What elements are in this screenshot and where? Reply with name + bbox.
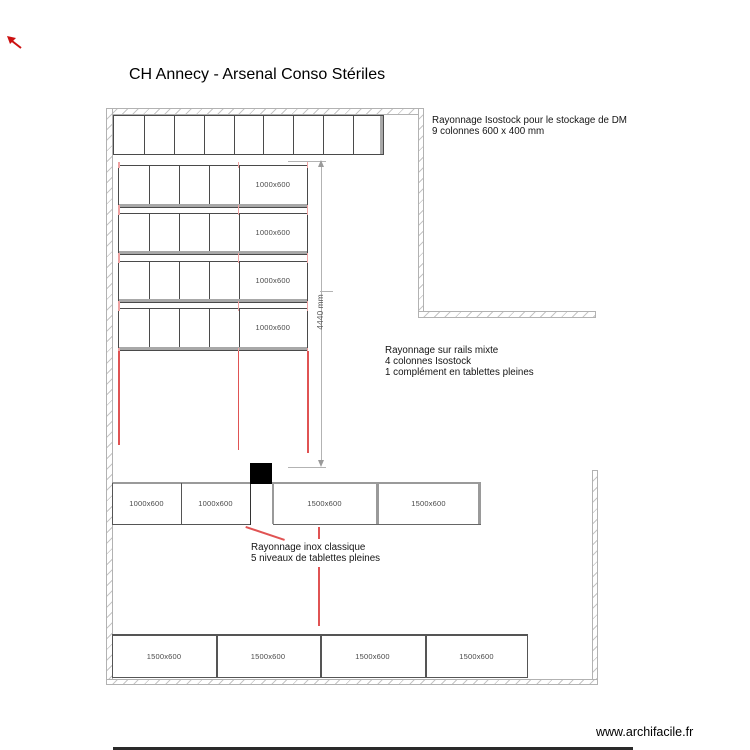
cell-label: 1500x600 — [459, 651, 494, 661]
page-title: CH Annecy - Arsenal Conso Stériles — [129, 66, 386, 83]
dimension-label: 4440 mm — [315, 294, 325, 330]
rail-tick — [238, 162, 240, 168]
note-inox — [251, 542, 380, 564]
column-divider — [209, 309, 210, 350]
column-divider — [353, 116, 354, 154]
cell-label: 1000x600 — [255, 323, 291, 333]
rail-row-unit — [118, 308, 308, 351]
column-divider — [144, 116, 145, 154]
shelf-edge — [119, 299, 307, 302]
note-line: Rayonnage sur rails mixte — [385, 344, 499, 356]
column-divider — [293, 116, 294, 154]
note-line: Rayonnage Isostock pour le stockage de DM — [432, 114, 627, 126]
shelf-edge — [380, 116, 383, 154]
rail-row-unit — [118, 213, 308, 256]
rail-row-unit — [118, 165, 308, 208]
cell-label: 1500x600 — [146, 651, 182, 661]
note-line: 4 colonnes Isostock — [385, 355, 472, 367]
rail-tick — [307, 258, 309, 264]
column-divider — [149, 214, 150, 255]
shelf-edge — [119, 251, 307, 254]
rail-tick — [238, 305, 240, 311]
rail-tick — [307, 305, 309, 311]
column-divider — [263, 116, 264, 154]
note-line: Rayonnage inox classique — [251, 541, 366, 553]
leader-line — [318, 567, 320, 626]
column-divider — [204, 116, 205, 154]
rail-tick — [238, 258, 240, 264]
column-divider — [209, 166, 210, 207]
column-divider — [209, 214, 210, 255]
rail-line — [118, 351, 120, 445]
wall-bottom — [106, 679, 598, 686]
wall-right-upper — [418, 108, 425, 318]
cell-label: 1500x600 — [250, 651, 286, 661]
column-divider — [149, 166, 150, 207]
shelf-edge — [119, 347, 307, 350]
leader-line-diagonal — [246, 526, 285, 540]
dimension-arrow-down-icon — [318, 460, 324, 467]
column-divider — [174, 116, 175, 154]
cell-label: 1500x600 — [411, 498, 446, 508]
cell-label: 1000x600 — [129, 499, 164, 508]
column-divider — [179, 214, 180, 255]
wall-top — [106, 108, 424, 115]
rail-tick — [118, 305, 120, 311]
note-line: 5 niveaux de tablettes pleines — [251, 552, 381, 564]
watermark-link[interactable]: www.archifacile.fr — [596, 725, 694, 739]
cell-label: 1000x600 — [255, 180, 291, 190]
rail-tick — [238, 210, 240, 216]
cell-label: 1000x600 — [255, 275, 291, 285]
rail-line — [238, 351, 240, 450]
column-divider — [179, 262, 180, 303]
rail-row-unit — [118, 261, 308, 304]
cell-label: 1500x600 — [355, 651, 390, 661]
note-isostock — [432, 115, 627, 137]
rail-tick — [307, 210, 309, 216]
cell-label: 1500x600 — [307, 498, 342, 508]
column-divider — [149, 262, 150, 303]
column-divider — [149, 309, 150, 350]
wall-left — [106, 108, 113, 685]
rail-tick — [307, 162, 309, 168]
rail-tick — [118, 258, 120, 264]
note-rails — [385, 345, 534, 378]
rail-line — [307, 351, 309, 453]
bottom-bar — [113, 747, 633, 750]
shelving-unit-isostock-9col — [113, 115, 384, 155]
wall-right-lower — [592, 470, 599, 685]
rail-tick — [118, 210, 120, 216]
black-square-marker — [250, 463, 272, 484]
column-divider — [209, 262, 210, 303]
note-line: 1 complément en tablettes pleines — [385, 366, 534, 378]
wall-middle-horizontal — [418, 311, 596, 318]
column-divider — [234, 116, 235, 154]
note-line: 9 colonnes 600 x 400 mm — [432, 125, 545, 137]
dimension-arrow-up-icon — [318, 160, 324, 167]
rail-tick — [118, 162, 120, 168]
leader-line — [318, 527, 320, 540]
column-divider — [323, 116, 324, 154]
column-divider — [179, 166, 180, 207]
shelf-edge — [119, 204, 307, 207]
cell-label: 1000x600 — [198, 499, 233, 508]
column-divider — [179, 309, 180, 350]
cell-label: 1000x600 — [255, 228, 291, 238]
red-arrow-marker — [7, 36, 23, 50]
